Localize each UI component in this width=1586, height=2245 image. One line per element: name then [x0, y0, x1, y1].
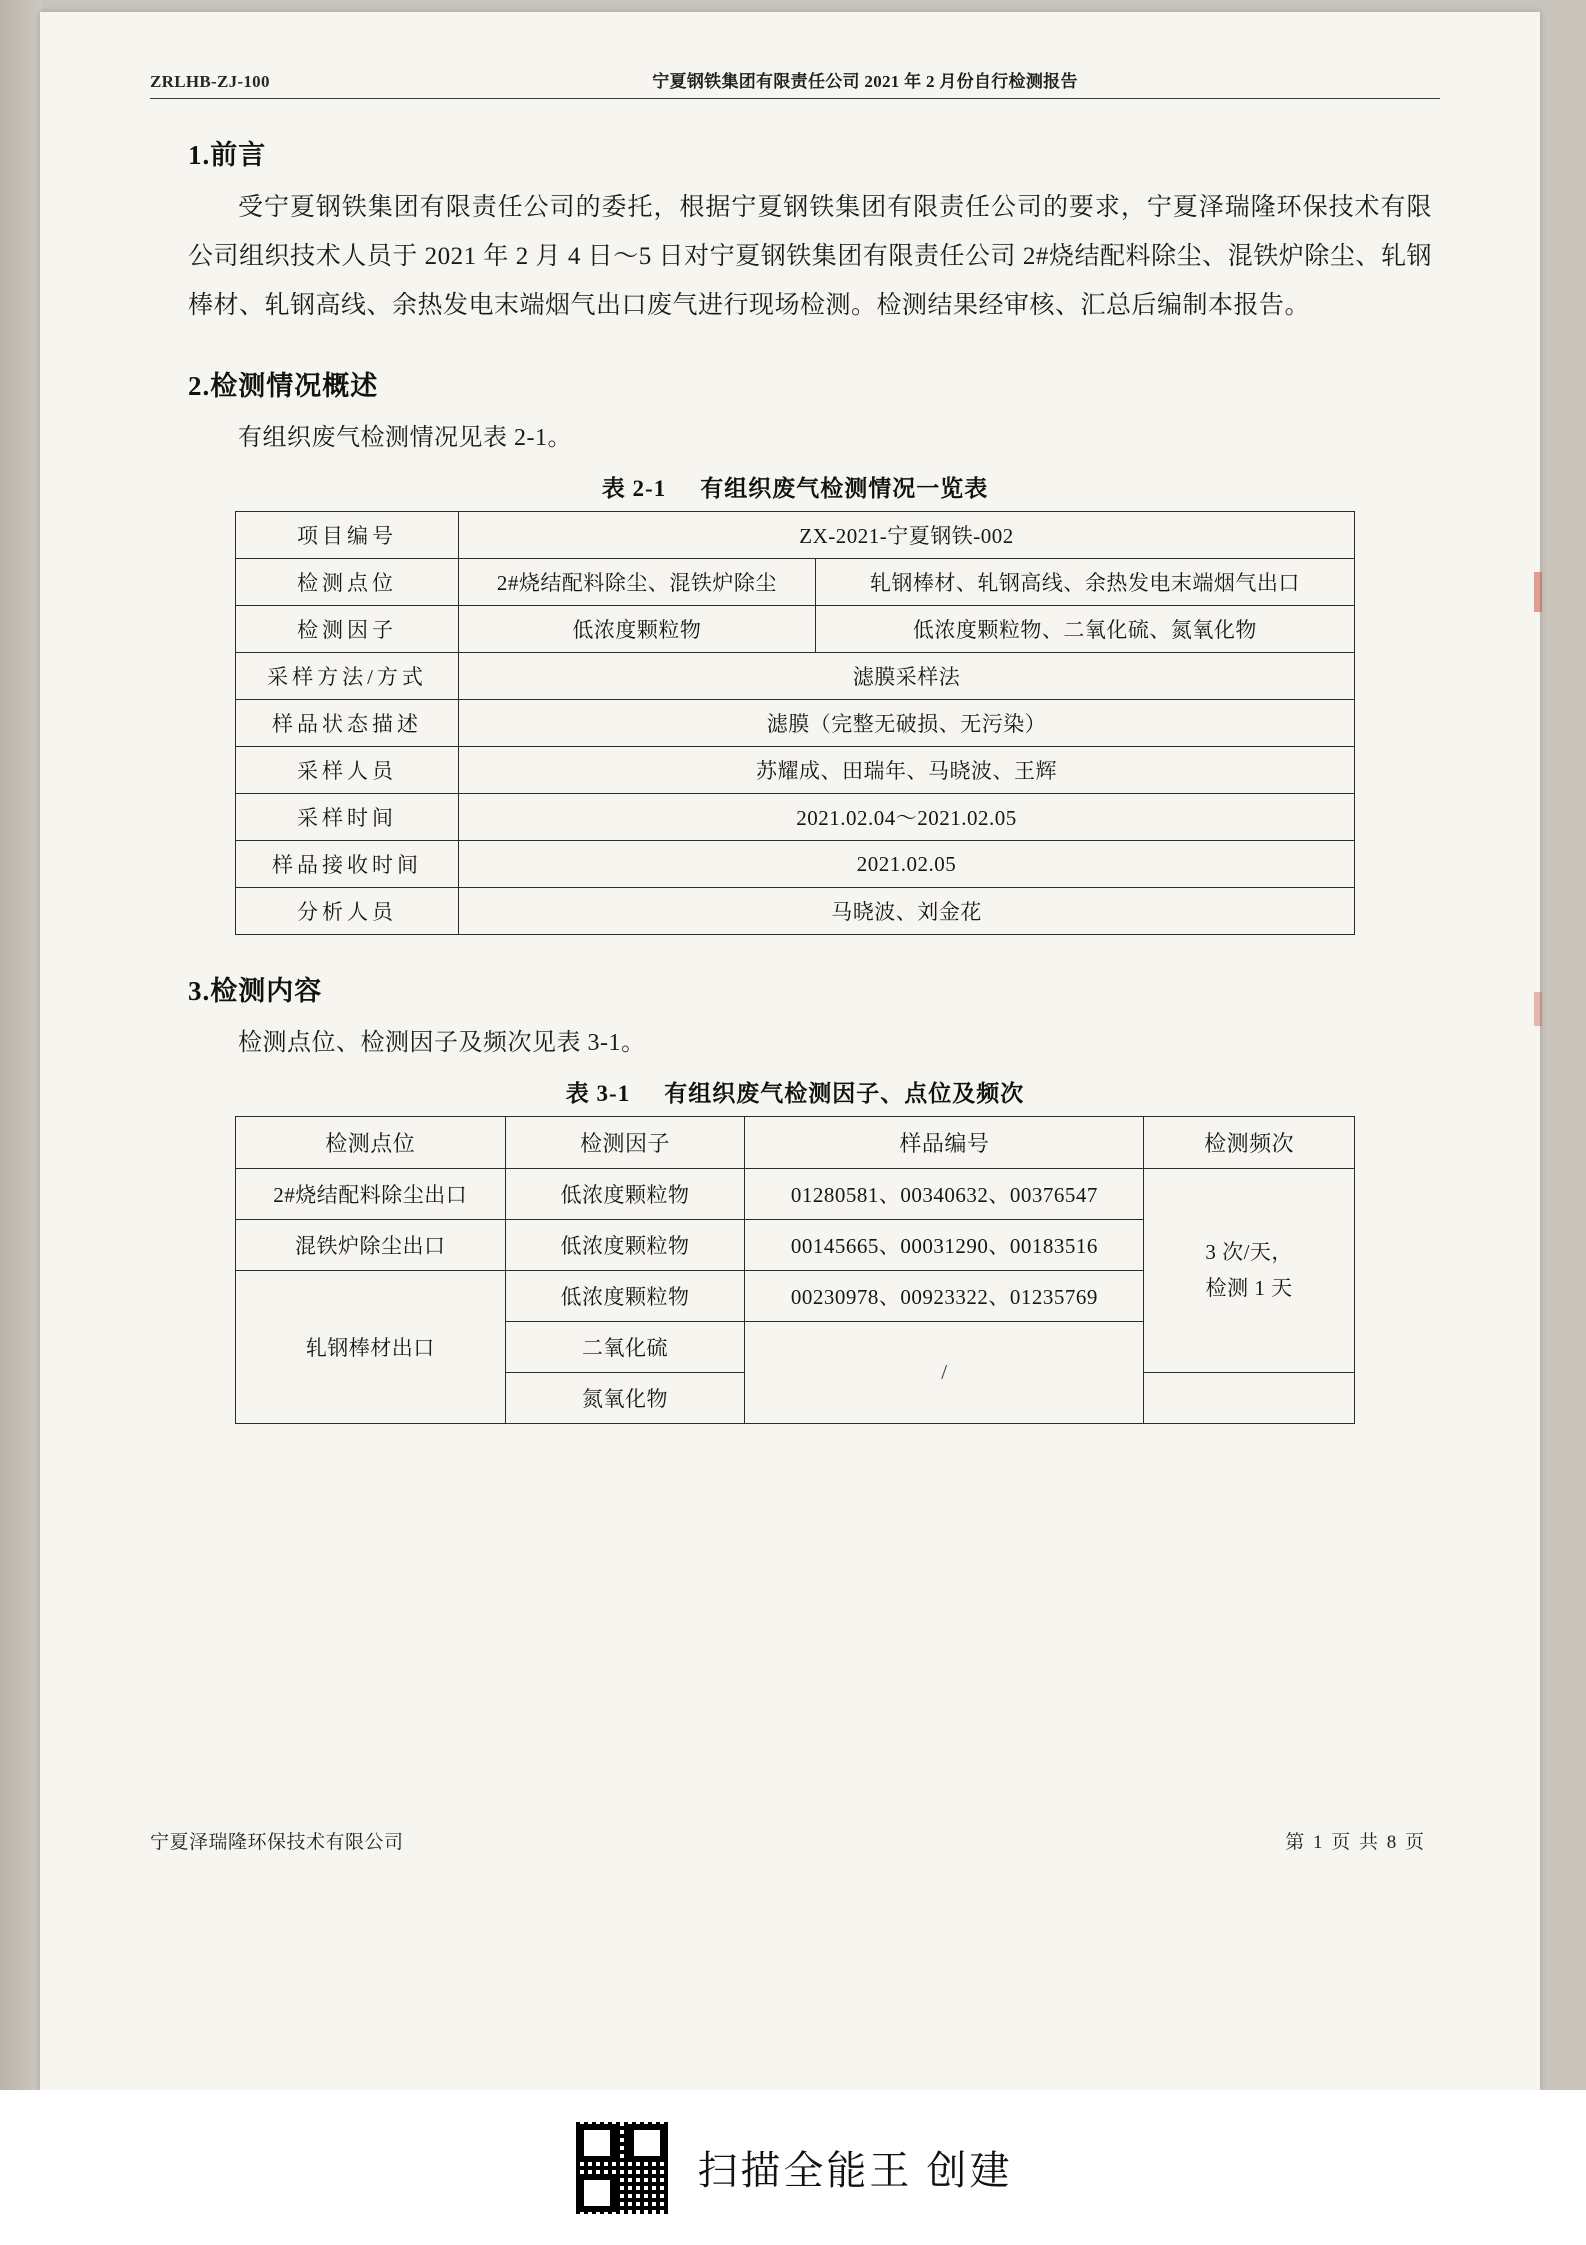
table-row: [236, 700, 1355, 747]
page-footer: [150, 1827, 1440, 1854]
section-paragraph-overview: 有组织废气检测情况见表 2-1。: [238, 425, 572, 452]
row-value: 2021.02.05: [459, 841, 1355, 888]
row-value: 2021.02.04～2021.02.05: [459, 794, 1355, 841]
document-header-title: 宁夏钢铁集团有限责任公司 2021 年 2 月份自行检测报告: [652, 72, 1078, 91]
cell-sample: 00230978、00923322、01235769: [745, 1271, 1144, 1322]
row-value-2: 轧钢棒材、轧钢高线、余热发电末端烟气出口: [815, 559, 1354, 606]
cell-frequency: [1144, 1169, 1355, 1373]
table-row: [236, 747, 1355, 794]
row-value-1: 2#烧结配料除尘、混铁炉除尘: [459, 559, 816, 606]
row-label: 采样方法/方式: [236, 653, 459, 700]
table-caption-number-3-1: 表 3-1: [565, 1081, 631, 1107]
row-label: 项目编号: [236, 512, 459, 559]
row-label: 样品状态描述: [236, 700, 459, 747]
column-header-point: 检测点位: [236, 1117, 506, 1169]
table-caption-text-3-1: 有组织废气检测因子、点位及频次: [664, 1081, 1025, 1107]
cell-factor: 氮氧化物: [505, 1373, 745, 1424]
row-value-1: 低浓度颗粒物: [459, 606, 816, 653]
table-row: [236, 794, 1355, 841]
row-value: 滤膜采样法: [459, 653, 1355, 700]
table-header-row: [236, 1117, 1355, 1169]
page-edge-mark: [1534, 572, 1542, 612]
row-value: 苏耀成、田瑞年、马晓波、王辉: [459, 747, 1355, 794]
cell-factor: 低浓度颗粒物: [505, 1271, 745, 1322]
table-organized-waste-gas-overview: [235, 511, 1355, 935]
footer-page-number: 第 1 页 共 8 页: [1285, 1832, 1426, 1853]
column-header-sample: 样品编号: [745, 1117, 1144, 1169]
column-header-frequency: 检测频次: [1144, 1117, 1355, 1169]
table-caption-3-1: [150, 1075, 1440, 1108]
cell-factor: 二氧化硫: [505, 1322, 745, 1373]
section-heading-content: 3.检测内容: [188, 976, 323, 1007]
table-row: [236, 888, 1355, 935]
qr-corner-icon: [578, 2174, 616, 2212]
row-label: 采样时间: [236, 794, 459, 841]
frequency-line-1: 3 次/天，: [1205, 1240, 1293, 1265]
frequency-line-2: 检测 1 天: [1205, 1275, 1293, 1300]
cell-factor: 低浓度颗粒物: [505, 1169, 745, 1220]
section-heading-preface: 1.前言: [188, 140, 267, 170]
table-caption-2-1: [150, 470, 1440, 503]
document-header: [150, 67, 1440, 99]
cell-point: 2#烧结配料除尘出口: [236, 1169, 506, 1220]
page-edge-mark-secondary: [1534, 992, 1542, 1026]
table-row: [236, 1169, 1355, 1220]
row-label: 检测点位: [236, 559, 459, 606]
qr-code-icon: [573, 2119, 671, 2217]
document-code: ZRLHB-ZJ-100: [150, 72, 270, 91]
row-value: ZX-2021-宁夏钢铁-002: [459, 512, 1355, 559]
row-value: 滤膜（完整无破损、无污染）: [459, 700, 1355, 747]
row-label: 检测因子: [236, 606, 459, 653]
table-waste-gas-factors-points-frequency: [235, 1116, 1355, 1424]
scan-edge-shadow: [0, 0, 42, 2090]
row-label: 样品接收时间: [236, 841, 459, 888]
column-header-factor: 检测因子: [505, 1117, 745, 1169]
scan-app-banner: [0, 2090, 1586, 2245]
row-value-2: 低浓度颗粒物、二氧化硫、氮氧化物: [815, 606, 1354, 653]
section-paragraph-preface: 受宁夏钢铁集团有限责任公司的委托，根据宁夏钢铁集团有限责任公司的要求，宁夏泽瑞隆环保技术有限公司组织技术人员于 2021 年 2 月 4 日～5 日对宁夏钢铁集团有限责任公司 2#烧结配料除尘、混铁炉除尘、轧钢棒材、轧钢高线、余热发电末端烟气出口废气进行现场检测。检测结果经审核、汇总后编制本报告。: [188, 194, 1432, 319]
scan-banner-text: 扫描全能王 创建: [697, 2149, 1013, 2193]
table-row: [236, 841, 1355, 888]
cell-frequency-empty: [1144, 1373, 1355, 1424]
table-caption-text-2-1: 有组织废气检测情况一览表: [700, 476, 989, 502]
footer-company-name: 宁夏泽瑞隆环保技术有限公司: [150, 1832, 404, 1853]
table-row: [236, 559, 1355, 606]
table-caption-number-2-1: 表 2-1: [601, 476, 667, 502]
table-row: [236, 606, 1355, 653]
table-row: [236, 653, 1355, 700]
row-value: 马晓波、刘金花: [459, 888, 1355, 935]
cell-sample: /: [745, 1322, 1144, 1424]
section-heading-overview: 2.检测情况概述: [188, 371, 379, 402]
table-row: [236, 512, 1355, 559]
row-label: 采样人员: [236, 747, 459, 794]
row-label: 分析人员: [236, 888, 459, 935]
cell-sample: 00145665、00031290、00183516: [745, 1220, 1144, 1271]
page-content: [150, 67, 1440, 2027]
cell-point: 混铁炉除尘出口: [236, 1220, 506, 1271]
document-page: [40, 12, 1540, 2092]
cell-factor: 低浓度颗粒物: [505, 1220, 745, 1271]
section-paragraph-content: 检测点位、检测因子及频次见表 3-1。: [238, 1030, 646, 1057]
cell-sample: 01280581、00340632、00376547: [745, 1169, 1144, 1220]
cell-point: 轧钢棒材出口: [236, 1271, 506, 1424]
